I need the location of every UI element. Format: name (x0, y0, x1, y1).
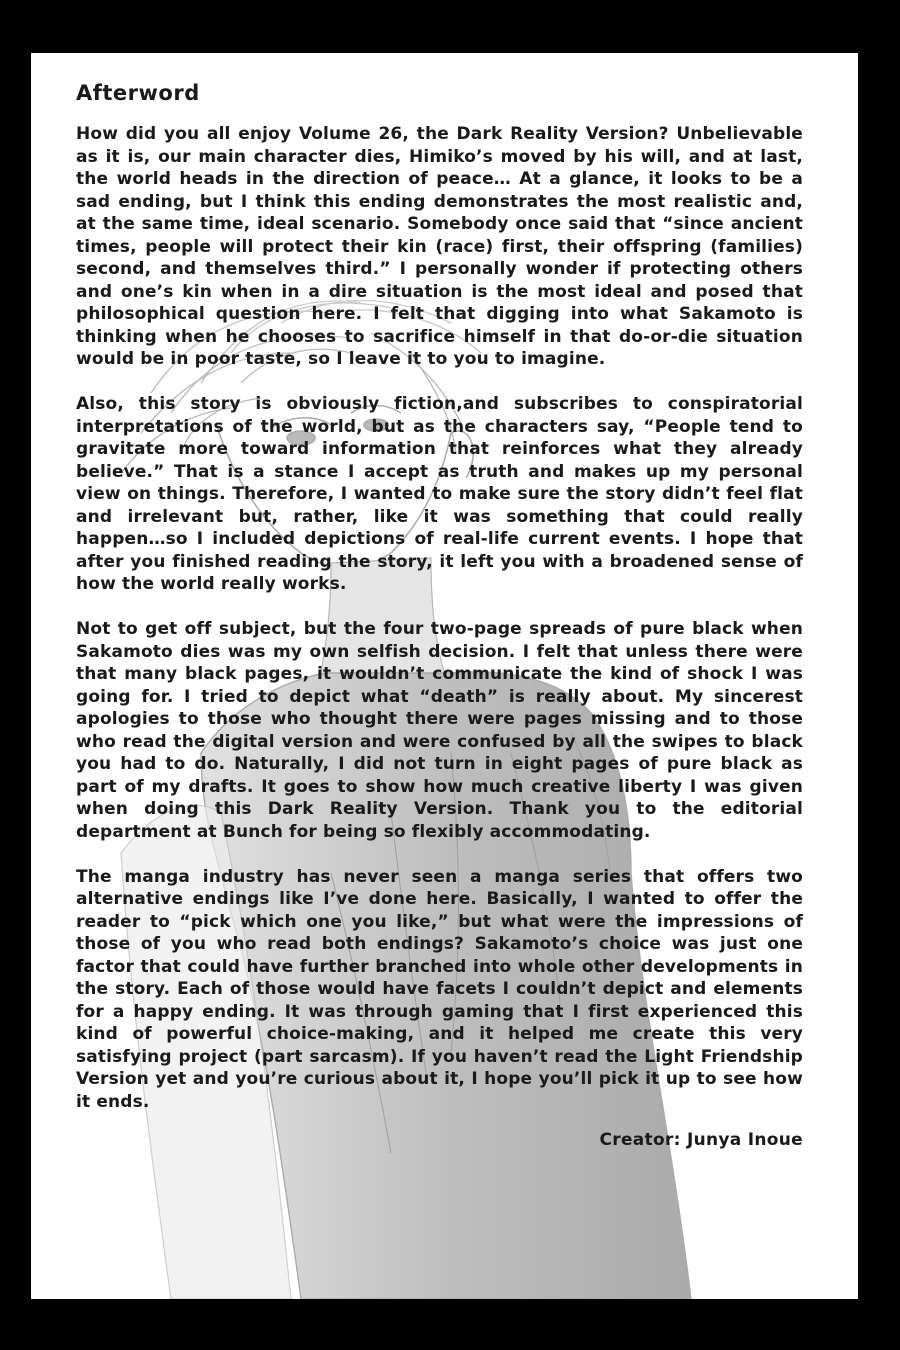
afterword-text (76, 81, 803, 1150)
paragraph-2: Also, this story is obviously fiction,and subscribes to conspiratorial interpretations of the world, but as the characters say, “People tend to gravitate more toward information that reinforces what they already believe.” That is a stance I accept as truth and makes up my personal view on things. Therefore, I wanted to make sure the story didn’t feel flat and irrelevant but, rather, like it was something that could really happen…so I included depictions of real-life current events. I hope that after you finished reading the story, it left you with a broadened sense of how the world really works. (76, 394, 803, 594)
paragraph-1: How did you all enjoy Volume 26, the Dark Reality Version? Unbelievable as it is, our main character dies, Himiko’s moved by his will, and at last, the world heads in the direction of peace… At a glance, it looks to be a sad ending, but I think this ending demonstrates the most realistic and, at the same time, ideal scenario. Somebody once said that “since ancient times, people will protect their kin (race) first, their offspring (families) second, and themselves third.” I personally wonder if protecting others and one’s kin when in a dire situation is the most ideal and posed that philosophical question here. I felt that digging into what Sakamoto is thinking when he chooses to sacrifice himself in that do-or-die situation would be in poor taste, so I leave it to you to imagine. (76, 124, 803, 369)
paragraph-3: Not to get off subject, but the four two-page spreads of pure black when Sakamoto dies was my own selfish decision. I felt that unless there were that many black pages, it wouldn’t communicate the kind of shock I was going for. I tried to depict what “death” is really about. My sincerest apologies to those who thought there were pages missing and to those who read the digital version and were confused by all the swipes to black you had to do. Naturally, I did not turn in eight pages of pure black as part of my drafts. It goes to show how much creative liberty I was given when doing this Dark Reality Version. Thank you to the editorial department at Bunch for being so flexibly accommodating. (76, 619, 803, 842)
afterword-page (31, 53, 858, 1299)
page-title: Afterword (76, 81, 200, 105)
creator-signature: Creator: Junya Inoue (599, 1129, 803, 1150)
paragraph-4: The manga industry has never seen a manga series that offers two alternative endings like I’ve done here. Basically, I wanted to offer the reader to “pick which one you like,” but what were the impressions of those of you who read both endings? Sakamoto’s choice was just one factor that could have further branched into whole other developments in the story. Each of those would have facets I couldn’t depict and elements for a happy ending. It was through gaming that I first experienced this kind of powerful choice-making, and it helped me create this very satisfying project (part sarcasm). If you haven’t read the Light Friendship Version yet and you’re curious about it, I hope you’ll pick it up to see how it ends. (76, 866, 803, 1112)
